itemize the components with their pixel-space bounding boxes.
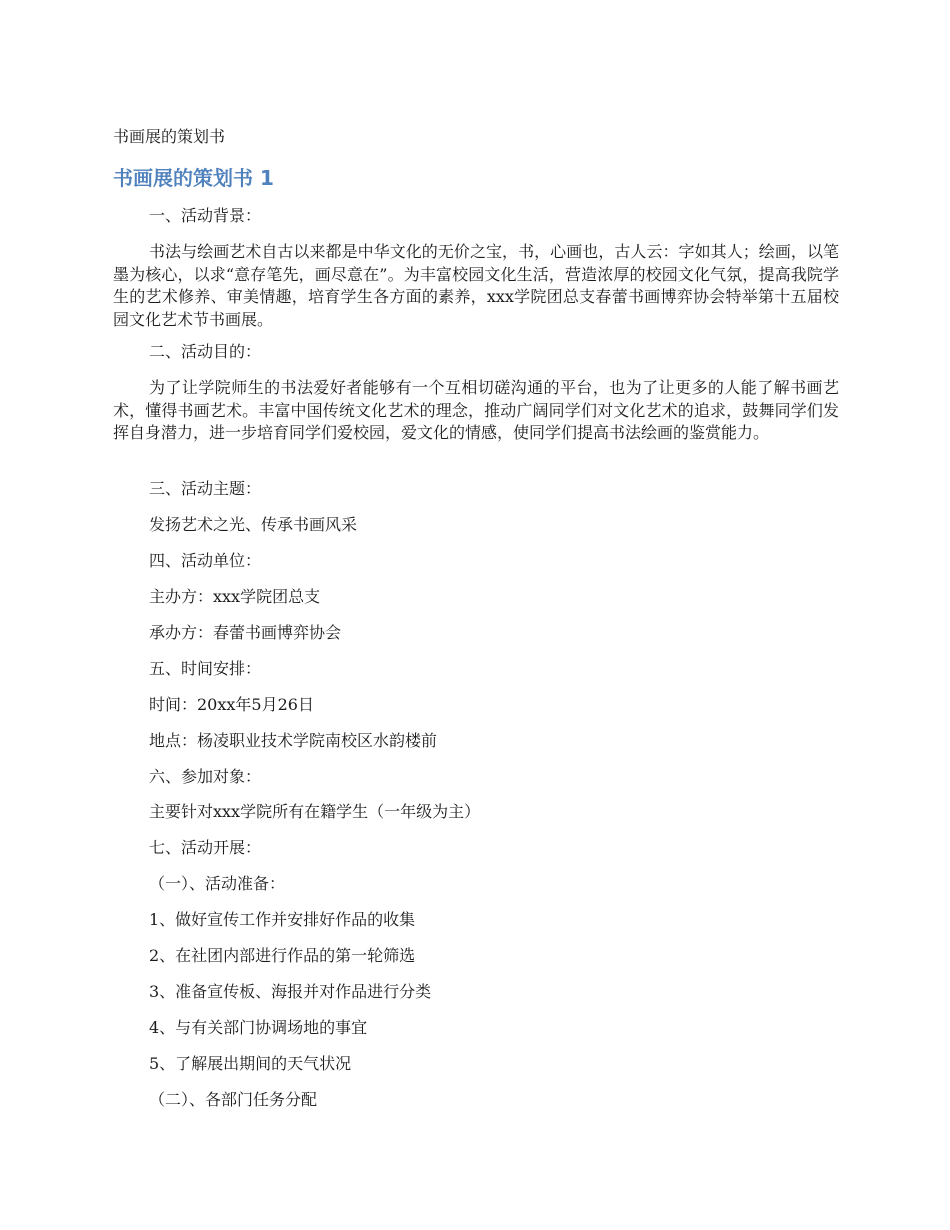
location-text: 地点：杨凌职业技术学院南校区水韵楼前 (149, 731, 438, 750)
prep-label: （一）、活动准备： (149, 874, 286, 893)
goal-label: 二、活动目的： (149, 342, 262, 361)
participants-label: 六、参加对象： (149, 767, 262, 786)
prep-item: 2、在社团内部进行作品的第一轮筛选 (149, 946, 416, 965)
host-text: 主办方：xxx学院团总支 (149, 587, 321, 606)
goal-paragraph: 为了让学院师生的书法爱好者能够有一个互相切磋沟通的平台，也为了让更多的人能了解书画艺术，懂得书画艺术。丰富中国传统文化艺术的理念，推动广阔同学们对文化艺术的追求，鼓舞同学们发挥自身潜力，进一步培育同学们爱校园，爱文化的情感，使同学们提高书法绘画的鉴赏能力。 (113, 378, 839, 442)
unit-label: 四、活动单位： (149, 551, 262, 570)
organizer-text: 承办方：春蕾书画博弈协会 (149, 623, 342, 642)
theme-text: 发扬艺术之光、传承书画风采 (149, 515, 358, 534)
participants-text: 主要针对xxx学院所有在籍学生（一年级为主） (149, 802, 481, 821)
background-paragraph: 书法与绘画艺术自古以来都是中华文化的无价之宝，书，心画也，古人云：字如其人；绘画，以笔墨为核心，以求“意存笔先，画尽意在”。为丰富校园文化生活，营造浓厚的校园文化气氛，提高我院学生的艺术修养、审美情趣，培育学生各方面的素养，xxx学院团总支春蕾书画博弈协会特举第十五届校园文化艺术节书画展。 (113, 242, 839, 329)
dept-label: （二）、各部门任务分配 (149, 1090, 318, 1109)
activity-label: 七、活动开展： (149, 838, 262, 857)
theme-label: 三、活动主题： (149, 479, 262, 498)
time-text: 时间：20xx年5月26日 (149, 695, 314, 714)
background-label: 一、活动背景： (149, 206, 262, 225)
prep-item: 3、准备宣传板、海报并对作品进行分类 (149, 982, 432, 1001)
prep-item: 4、与有关部门协调场地的事宜 (149, 1018, 368, 1037)
schedule-label: 五、时间安排： (149, 659, 262, 678)
section-heading: 书画展的策划书 1 (113, 166, 274, 190)
prep-item: 5、了解展出期间的天气状况 (149, 1054, 352, 1073)
document-title: 书画展的策划书 (113, 127, 226, 146)
prep-item: 1、做好宣传工作并安排好作品的收集 (149, 910, 416, 929)
